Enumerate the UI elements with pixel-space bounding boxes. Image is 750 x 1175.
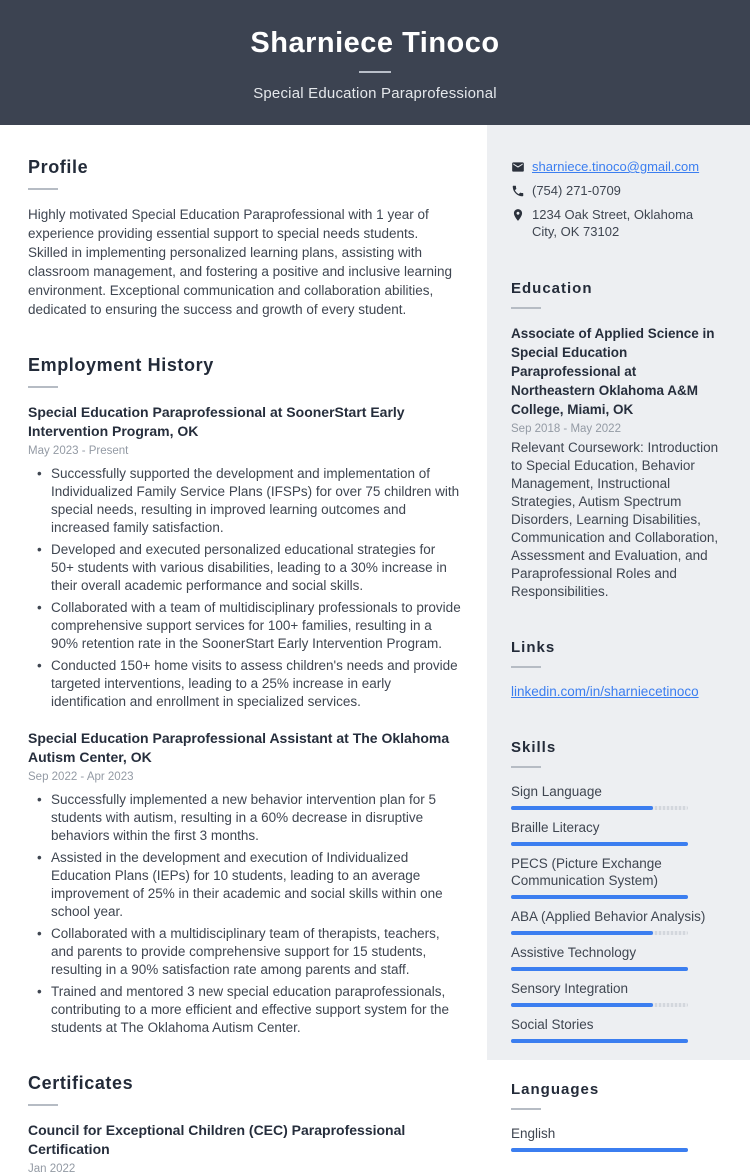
job-entry xyxy=(28,729,461,1037)
section-rule xyxy=(511,666,541,668)
skill-label: Sensory Integration xyxy=(511,981,629,996)
certificates-section xyxy=(28,1073,461,1175)
job-bullet: • Developed and executed personalized educational strategies for 50+ students with various disabilities, leading to a 30% increase in their overall academic performance and social skills. xyxy=(28,541,461,595)
skill-item xyxy=(511,855,720,899)
phone-icon xyxy=(511,182,525,199)
page-title: Sharniece Tinoco xyxy=(250,27,500,59)
section-rule xyxy=(511,1108,541,1110)
skill-bar-fill xyxy=(511,806,653,810)
skill-label: ABA (Applied Behavior Analysis) xyxy=(511,909,706,924)
skill-bar xyxy=(511,1003,688,1007)
education-description: Relevant Coursework: Introduction to Special Education, Behavior Management, Instructional Strategies, Autism Spectrum Disorders, Learning Disabilities, Communication and Collaboration, Assessment and Evaluation, and Paraprofessional Roles and Responsibilities. xyxy=(511,440,719,599)
skill-item xyxy=(511,944,720,971)
job-bullet: • Trained and mentored 3 new special education paraprofessionals, contributing to a more efficient and effective support system for the students at The Oklahoma Autism Center. xyxy=(28,983,461,1037)
job-date: Sep 2022 - Apr 2023 xyxy=(28,771,134,783)
section-rule xyxy=(511,307,541,309)
job-bullet: • Collaborated with a multidisciplinary team of therapists, teachers, and parents to provide comprehensive support for 15 students, resulting in a 90% satisfaction rate among parents and staff. xyxy=(28,925,461,979)
employment-section xyxy=(28,355,461,1037)
address-text: 1234 Oak Street, Oklahoma City, OK 73102 xyxy=(532,207,694,239)
languages-heading: Languages xyxy=(511,1081,600,1098)
links-section xyxy=(511,639,720,701)
email-link[interactable]: sharniece.tinoco@gmail.com xyxy=(532,159,700,174)
skill-bar-fill xyxy=(511,895,688,899)
language-label: English xyxy=(511,1126,556,1141)
contact-section xyxy=(511,158,720,240)
skill-item xyxy=(511,783,720,810)
skill-item xyxy=(511,980,720,1007)
skill-bar xyxy=(511,967,688,971)
skill-bar xyxy=(511,842,688,846)
skill-item xyxy=(511,819,720,846)
job-bullet: • Collaborated with a team of multidisciplinary professionals to provide comprehensive support services for 100+ families, resulting in a 90% retention rate in the SoonerStart Early Intervention Program. xyxy=(28,599,461,653)
skill-bar-fill xyxy=(511,931,653,935)
contact-phone-row xyxy=(511,182,720,199)
contact-email-row xyxy=(511,158,720,175)
job-bullets xyxy=(28,465,461,711)
section-rule xyxy=(511,766,541,768)
certificate-title: Council for Exceptional Children (CEC) Paraprofessional Certification xyxy=(28,1122,406,1157)
certificate-date: Jan 2022 xyxy=(28,1163,76,1175)
skill-bar xyxy=(511,895,688,899)
skill-bar-fill xyxy=(511,967,688,971)
job-subtitle: Special Education Paraprofessional xyxy=(253,85,497,102)
employment-heading: Employment History xyxy=(28,355,214,375)
job-bullet: • Conducted 150+ home visits to assess children's needs and provide targeted interventions, leading to a 25% increase in early identification and enrollment in specialized services. xyxy=(28,657,461,711)
job-bullet: • Assisted in the development and execution of Individualized Education Plans (IEPs) for 10 students, leading to an average improvement of 25% in their academic and social skills within one school year. xyxy=(28,849,461,921)
skill-bar xyxy=(511,806,688,810)
job-bullets xyxy=(28,791,461,1037)
skill-bar-fill xyxy=(511,1039,688,1043)
sidebar xyxy=(487,125,750,1141)
phone-number: (754) 271-0709 xyxy=(532,183,621,198)
job-bullet: • Successfully supported the development and implementation of Individualized Family Service Plans (IFSPs) for over 75 children with special needs, resulting in improved learning outcomes and increased family satisfaction. xyxy=(28,465,461,537)
skill-bar-fill xyxy=(511,842,688,846)
skills-section xyxy=(511,739,720,1043)
certificates-heading: Certificates xyxy=(28,1073,134,1093)
skill-item xyxy=(511,908,720,935)
job-title: Special Education Paraprofessional at SoonerStart Early Intervention Program, OK xyxy=(28,404,405,439)
education-degree: Associate of Applied Science in Special Education Paraprofessional at Northeastern Oklahoma A&M College, Miami, OK xyxy=(511,326,715,417)
job-title: Special Education Paraprofessional Assistant at The Oklahoma Autism Center, OK xyxy=(28,730,450,765)
section-rule xyxy=(28,188,58,190)
language-bar xyxy=(511,1148,688,1152)
location-pin-icon xyxy=(511,206,525,240)
education-section xyxy=(511,280,720,601)
job-bullet: • Successfully implemented a new behavior intervention plan for 5 students with autism, resulting in a 60% decrease in disruptive behaviors within the first 3 months. xyxy=(28,791,461,845)
skill-label: Social Stories xyxy=(511,1017,594,1032)
job-date: May 2023 - Present xyxy=(28,445,129,457)
skill-label: Braille Literacy xyxy=(511,820,600,835)
profile-heading: Profile xyxy=(28,157,89,177)
linkedin-link[interactable]: linkedin.com/in/sharniecetinoco xyxy=(511,684,699,699)
skills-heading: Skills xyxy=(511,739,557,756)
skill-label: Assistive Technology xyxy=(511,945,637,960)
main-column xyxy=(0,125,487,1175)
education-heading: Education xyxy=(511,280,593,297)
section-rule xyxy=(28,386,58,388)
skill-bar xyxy=(511,1039,688,1043)
resume-header xyxy=(0,0,750,125)
skill-item xyxy=(511,1016,720,1043)
education-date: Sep 2018 - May 2022 xyxy=(511,423,621,435)
skill-bar xyxy=(511,931,688,935)
contact-address-row xyxy=(511,206,720,240)
languages-section xyxy=(511,1081,720,1152)
language-bar-fill xyxy=(511,1148,688,1152)
language-item xyxy=(511,1125,720,1152)
profile-section xyxy=(28,157,461,319)
skill-label: PECS (Picture Exchange Communication System) xyxy=(511,856,662,888)
job-entry xyxy=(28,403,461,711)
header-divider xyxy=(359,71,391,73)
section-rule xyxy=(28,1104,58,1106)
email-icon xyxy=(511,158,525,175)
skill-label: Sign Language xyxy=(511,784,602,799)
links-heading: Links xyxy=(511,639,556,656)
skill-bar-fill xyxy=(511,1003,653,1007)
profile-text: Highly motivated Special Education Paraprofessional with 1 year of experience providing essential support to special needs students. Skilled in implementing personalized learning plans, assisting with classroom management, and fostering a positive and inclusive learning environment. Exceptional communication and collaboration abilities, dedicated to ensuring the success and growth of every student. xyxy=(28,207,452,317)
